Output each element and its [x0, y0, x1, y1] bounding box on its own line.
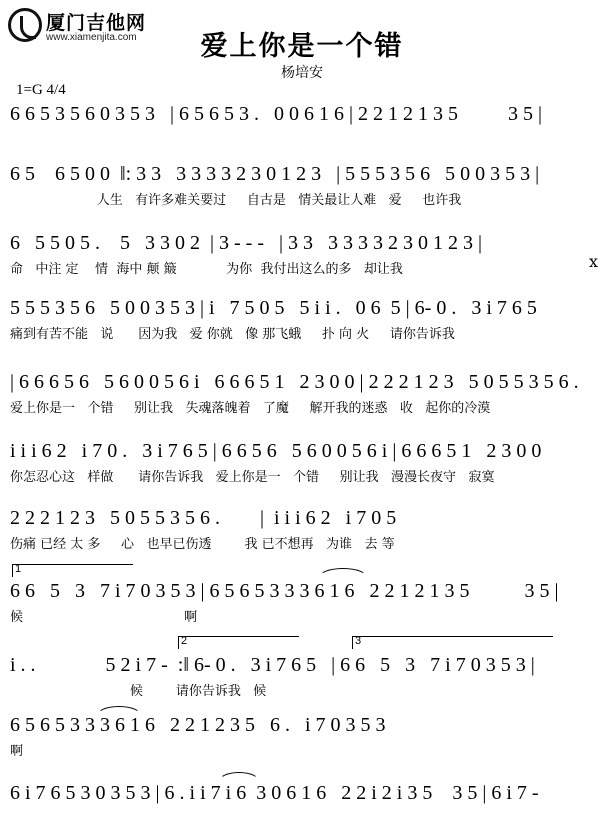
lyric-row: 啊	[10, 744, 24, 759]
song-title: 爱上你是一个错	[200, 31, 404, 62]
ending-number: 3	[355, 635, 362, 647]
note-row: 6 6 5 3 5 6 0 3 5 3 | 6 5 6 5 3 . 0 0 6 1 6 | 2 2 1 2 1 3 5 3 5 |	[10, 103, 543, 125]
note-row: i i i 6 2 i 7 0 . 3 i 7 6 5 | 6 6 5 6 5 6 0 0 5 6 i | 6 6 6 5 1 2 3 0 0	[10, 440, 542, 462]
second-ending-bracket	[178, 636, 299, 649]
note-row: 5 5 5 3 5 6 5 0 0 3 5 3 | i 7 5 0 5 5 i i . 0 6 5 | 6- 0 . 3 i 7 6 5	[10, 297, 537, 319]
key-signature: 1=G 4/4	[16, 82, 66, 98]
note-row: 6 5 5 0 5 . 5 3 3 0 2 | 3 - - - | 3 3 3 3 3 3 2 3 0 1 2 3 |	[10, 232, 482, 254]
lyric-row: 爱上你是一 个错 别让我 失魂落魄着 了魔 解开我的迷惑 收 起你的冷漠	[10, 401, 491, 416]
logo-site-url: www.xiamenjita.com	[46, 32, 137, 43]
note-row: 6 i 7 6 5 3 0 3 5 3 | 6 . i i 7 i 6 3 0 6 1 6 2 2 i 2 i 3 5 3 5 | 6 i 7 -	[10, 782, 539, 804]
lyric-row: 候 啊	[10, 610, 198, 625]
note-row: | 6 6 6 5 6 5 6 0 0 5 6 i 6 6 6 5 1 2 3 0 0 | 2 2 2 1 2 3 5 0 5 5 3 5 6 .	[10, 371, 579, 393]
lyric-row: 痛到有苦不能 说 因为我 爱 你就 像 那飞蛾 扑 向 火 请你告诉我	[10, 327, 455, 342]
ending-number: 2	[181, 635, 188, 647]
first-ending-bracket	[12, 564, 133, 577]
repeat-sign-icon: x	[588, 252, 598, 271]
note-row: 2 2 2 1 2 3 5 0 5 5 3 5 6 . | i i i 6 2 i 7 0 5	[10, 507, 397, 529]
third-ending-bracket	[352, 636, 553, 649]
lyric-row: 你怎忍心这 样做 请你告诉我 爱上你是一 个错 别让我 漫漫长夜守 寂寞	[10, 470, 495, 485]
lyric-row: 候 请你告诉我 候	[10, 684, 267, 699]
note-row: 6 5 6 5 3 3 3 6 1 6 2 2 1 2 3 5 6 . i 7 0 3 5 3	[10, 714, 386, 736]
note-row: 6 6 5 3 7 i 7 0 3 5 3 | 6 5 6 5 3 3 3 6 1 6 2 2 1 2 1 3 5 3 5 |	[10, 580, 559, 602]
note-row: i . . 5 2 i 7 - :‖ 6- 0 . 3 i 7 6 5 | 6 6 5 3 7 i 7 0 3 5 3 |	[10, 654, 535, 676]
logo-site-name: 厦门吉他网	[46, 12, 147, 34]
lyric-row: 人生 有许多难关要过 自古是 情关最让人难 爱 也许我	[10, 193, 462, 208]
note-row: 6 5 6 5 0 0 ‖: 3 3 3 3 3 3 2 3 0 1 2 3 | 5 5 5 3 5 6 5 0 0 3 5 3 |	[10, 163, 540, 185]
slur-mark	[318, 568, 368, 578]
slur-mark	[218, 772, 260, 782]
song-artist: 杨培安	[281, 65, 323, 81]
lyric-row: 伤痛 已经 太 多 心 也早已伤透 我 已不想再 为谁 去 等	[10, 537, 395, 552]
ending-number: 1	[15, 563, 22, 575]
lyric-row: 命 中注 定 情 海中 颠 簸 为你 我付出这么的多 却让我	[10, 262, 403, 277]
